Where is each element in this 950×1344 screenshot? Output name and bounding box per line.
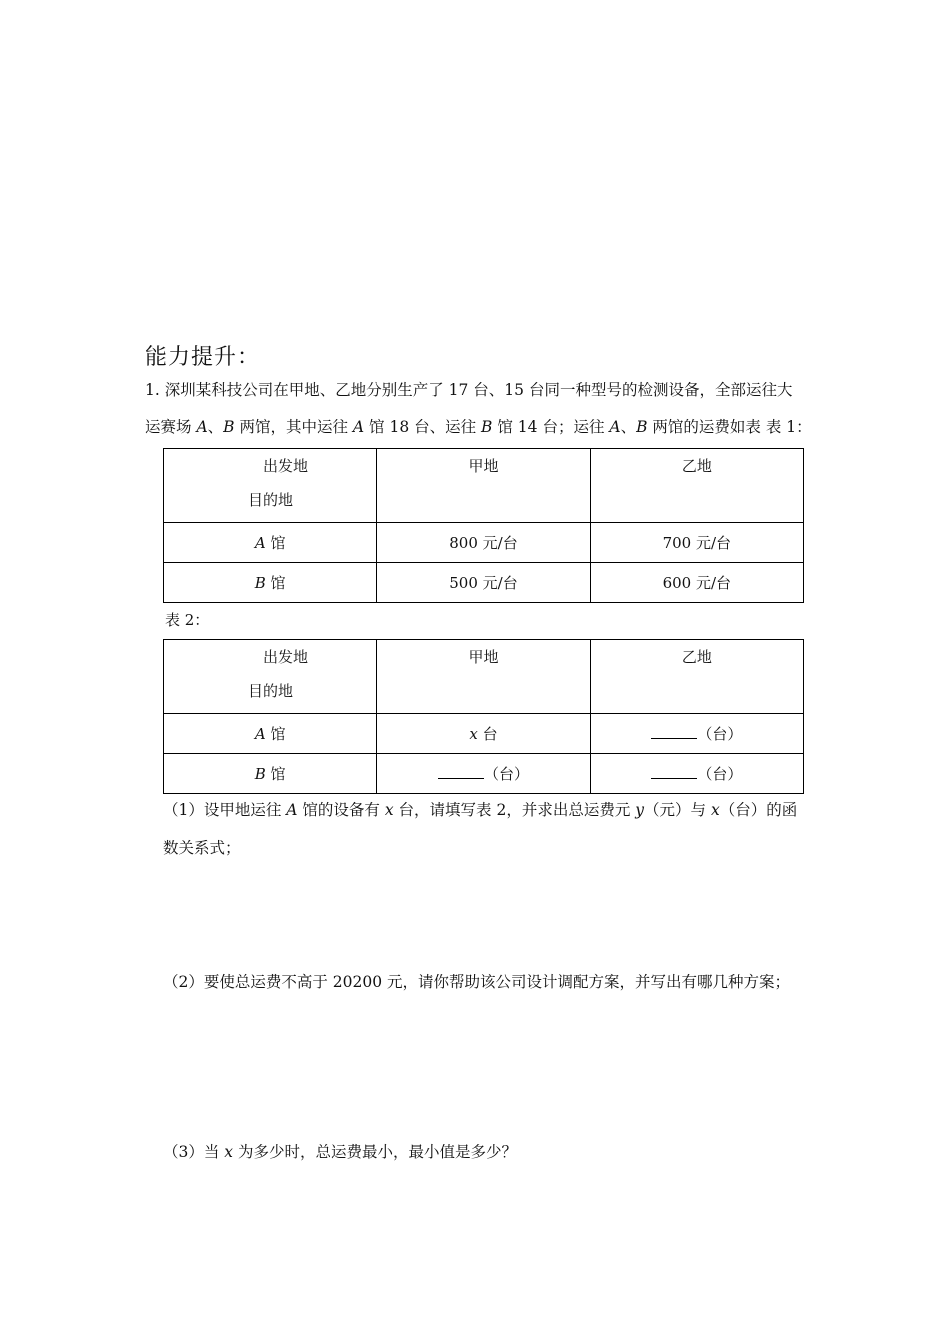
fill-in-blank[interactable]: [651, 764, 697, 779]
column-header-jia: [377, 449, 590, 523]
question-3: [163, 1142, 517, 1162]
text-run: （元）与: [644, 801, 711, 819]
text-run: 馆: [265, 765, 286, 783]
text-run: （3）当: [163, 1143, 225, 1161]
corner-to-label: 目的地: [248, 491, 294, 509]
math-var: y: [635, 801, 645, 819]
corner-cell: [164, 449, 377, 523]
quantity-cell: [590, 714, 803, 754]
math-var: x: [710, 801, 720, 819]
unit-label: （台）: [697, 725, 743, 743]
math-var: B: [254, 765, 266, 783]
text-run: 馆 18 台、运往: [364, 418, 482, 436]
text-run: 台: [477, 725, 498, 743]
math-var: B: [481, 418, 493, 436]
problem-statement-line-1: 1. 深圳某科技公司在甲地、乙地分别生产了 17 台、15 台同一种型号的检测设备，全部运往大: [145, 381, 793, 399]
table-row: [164, 563, 804, 603]
venue-cell: [164, 563, 377, 603]
column-header-label: 甲地: [468, 457, 499, 475]
column-header-label: 乙地: [681, 457, 712, 475]
table-row: [164, 523, 804, 563]
corner-from-label: 出发地: [263, 457, 309, 475]
math-var: x: [384, 801, 394, 819]
math-var: B: [254, 574, 266, 592]
column-header-label: 甲地: [468, 648, 499, 666]
table-2-caption: 表 2：: [165, 611, 210, 629]
text-run: （台）的函: [719, 801, 798, 819]
section-heading: 能力提升：: [145, 345, 261, 370]
problem-statement-line-2: [145, 417, 812, 437]
math-var: A: [254, 534, 266, 552]
column-header-yi: [590, 449, 803, 523]
math-var: A: [254, 725, 266, 743]
text-run: 馆: [265, 534, 286, 552]
question-2: （2）要使总运费不高于 20200 元，请你帮助该公司设计调配方案，并写出有哪几种方案；: [163, 973, 791, 991]
venue-cell: [164, 714, 377, 754]
allocation-table-2: [163, 639, 804, 794]
text-run: 台，请填写表 2，并求出总运费元: [393, 801, 636, 819]
math-var: A: [352, 418, 365, 436]
unit-label: （台）: [483, 765, 529, 783]
table-row: [164, 714, 804, 754]
table-header-row: [164, 640, 804, 714]
text-run: 运赛场: [145, 418, 197, 436]
math-var: A: [286, 801, 298, 819]
table-row: [164, 754, 804, 794]
math-var: A: [609, 418, 621, 436]
text-run: （1）设甲地运往: [163, 801, 287, 819]
text-run: 为多少时，总运费最小，最小值是多少？: [233, 1143, 517, 1161]
column-header-jia: [377, 640, 590, 714]
question-1-line-1: [163, 800, 797, 820]
table-header-row: [164, 449, 804, 523]
math-var: A: [196, 418, 208, 436]
corner-cell: [164, 640, 377, 714]
unit-label: （台）: [697, 765, 743, 783]
question-1-line-2: 数关系式；: [163, 839, 241, 857]
venue-cell: [164, 754, 377, 794]
text-run: 馆的设备有: [297, 801, 385, 819]
corner-from-label: 出发地: [263, 648, 309, 666]
quantity-cell: [590, 754, 803, 794]
corner-to-label: 目的地: [248, 682, 294, 700]
math-var: B: [223, 418, 235, 436]
cost-cell: 600 元/台: [590, 563, 803, 603]
freight-cost-table-1: [163, 448, 804, 603]
text-run: 馆 14 台；运往: [492, 418, 610, 436]
math-var: x: [224, 1143, 234, 1161]
text-run: 、: [207, 418, 224, 436]
math-var: B: [636, 418, 648, 436]
quantity-cell: [377, 714, 590, 754]
cost-cell: 500 元/台: [377, 563, 590, 603]
quantity-cell: [377, 754, 590, 794]
column-header-label: 乙地: [681, 648, 712, 666]
text-run: 两馆的运费如表 表 1：: [647, 418, 812, 436]
fill-in-blank[interactable]: [651, 724, 697, 739]
text-run: 两馆，其中运往: [234, 418, 353, 436]
math-var: x: [469, 725, 478, 743]
cost-cell: 700 元/台: [590, 523, 803, 563]
text-run: 馆: [265, 574, 286, 592]
cost-cell: 800 元/台: [377, 523, 590, 563]
text-run: 馆: [265, 725, 286, 743]
text-run: 、: [620, 418, 637, 436]
venue-cell: [164, 523, 377, 563]
fill-in-blank[interactable]: [438, 764, 484, 779]
column-header-yi: [590, 640, 803, 714]
